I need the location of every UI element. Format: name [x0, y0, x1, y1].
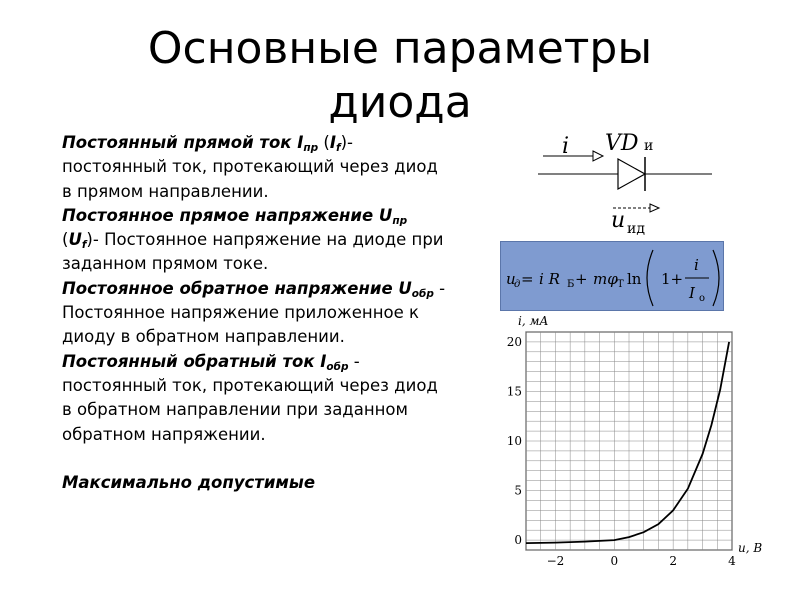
param-dash: - — [433, 278, 446, 298]
formula-plus: + — [575, 270, 588, 288]
param-dash: - — [348, 351, 360, 371]
device-label: VD — [605, 131, 639, 156]
param-symbol: U — [398, 278, 412, 298]
formula-term2-sub: T — [617, 279, 624, 290]
current-arrow-head — [593, 151, 603, 161]
param-symbol-sub: пр — [303, 142, 319, 154]
param-description: Постоянное напряжение на диоде при заданном прямом токе. — [62, 230, 444, 274]
param-term: Постоянное обратное напряжение — [62, 278, 399, 298]
param-forward-current: Постоянный прямой ток $I_{пр}$ $(I_f)-$ постоянный ток, протекающий через диод в прямом направлении. — [62, 133, 438, 201]
right-paren — [713, 250, 719, 306]
diode-triangle — [618, 159, 645, 189]
y-tick-label: 15 — [506, 384, 522, 399]
formula-lhs: u — [506, 270, 516, 288]
y-tick-label: 20 — [506, 334, 522, 349]
footer-line — [62, 471, 447, 495]
title-line-1: Основные параметры — [147, 23, 653, 74]
param-alt-sub: f — [81, 239, 87, 252]
iv-chart — [482, 310, 782, 580]
param-term: Постоянное прямое напряжение — [62, 205, 379, 225]
param-forward-voltage: Постоянное прямое напряжение $U_{пр}$ $(U_f)-$ Постоянное напряжение на диоде при заданном прямом токе. — [62, 205, 444, 274]
param-symbol-sub: обр — [411, 287, 434, 300]
y-tick-label: 5 — [514, 483, 522, 498]
voltage-label: u — [611, 208, 626, 233]
formula-eq: = — [521, 270, 534, 288]
x-tick-label: 2 — [669, 554, 677, 568]
param-alt-symbol: U — [68, 230, 82, 250]
formula-term2: mφ — [593, 270, 618, 288]
formula-one-plus: 1+ — [661, 270, 684, 288]
param-dash: - — [92, 230, 99, 250]
y-axis-label: i, мА — [518, 314, 549, 328]
param-description: постоянный ток, протекающий через диод в обратном направлении при заданном обратном напряжении. — [62, 375, 438, 444]
param-symbol: I — [297, 133, 304, 152]
formula-denominator: I — [689, 284, 695, 302]
param-alt-symbol: I — [329, 133, 336, 152]
title-line-2: диода — [328, 77, 472, 128]
param-symbol: I — [320, 351, 327, 371]
footer-text: Максимально допустимые — [62, 472, 316, 492]
voltage-arrow-head — [650, 204, 659, 212]
param-dash: - — [347, 133, 353, 152]
param-reverse-voltage — [62, 277, 447, 350]
param-reverse-current — [62, 350, 447, 447]
param-description: Постоянное напряжение приложенное к диоду в обратном направлении. — [62, 303, 419, 347]
chart-grid — [526, 332, 732, 550]
device-label-sub: и — [644, 138, 654, 154]
current-label: i — [562, 134, 570, 159]
param-alt-sub: f — [335, 142, 341, 154]
parameters-text — [62, 131, 447, 495]
x-tick-label: 0 — [610, 554, 619, 568]
x-tick-label: −2 — [546, 554, 565, 568]
x-tick-label: 4 — [728, 554, 736, 568]
chart-ticks — [507, 335, 736, 568]
x-axis-label: u, В — [738, 541, 763, 555]
slide-title — [0, 22, 800, 130]
y-tick-label: 10 — [506, 434, 522, 448]
param-term: Постоянный обратный ток — [62, 351, 321, 371]
voltage-label-sub: ид — [627, 221, 645, 237]
param-term: Постоянный прямой ток — [62, 133, 298, 152]
diode-symbol-figure — [535, 124, 725, 240]
param-symbol-sub: пр — [392, 214, 408, 227]
formula-ln: ln — [627, 270, 642, 288]
iv-curve — [526, 342, 729, 543]
diode-equation — [501, 242, 725, 312]
param-symbol: U — [378, 205, 393, 225]
formula-box — [500, 241, 724, 311]
formula-numerator: i — [694, 256, 699, 274]
formula-term1-sub: Б — [567, 279, 575, 290]
formula-lhs-sub: д — [514, 279, 521, 290]
formula-denominator-sub: o — [699, 293, 706, 304]
param-symbol-sub: обр — [326, 360, 349, 373]
formula-term1: i R — [539, 270, 560, 288]
y-tick-label: 0 — [514, 533, 522, 548]
param-description: постоянный ток, протекающий через диод в прямом направлении. — [62, 157, 438, 201]
left-paren — [647, 250, 653, 306]
